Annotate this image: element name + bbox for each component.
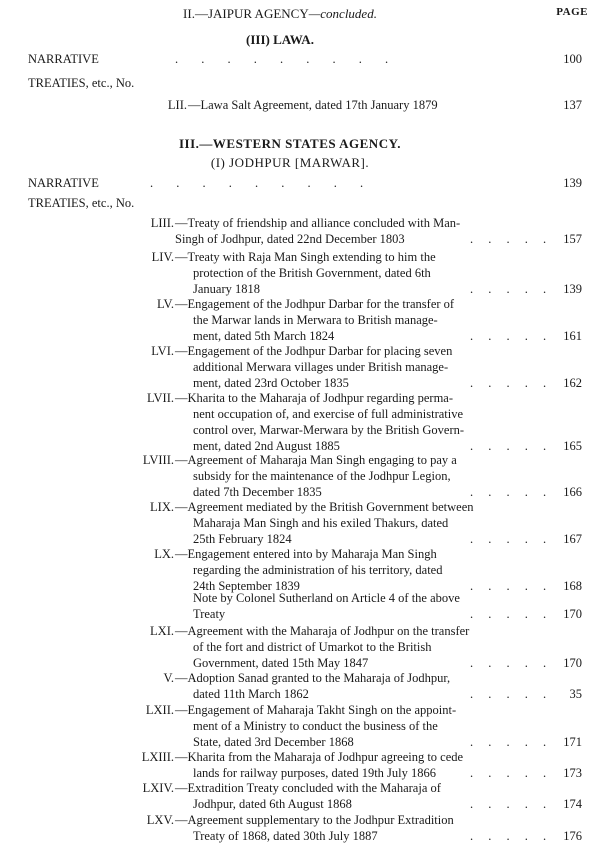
treaty-number: LII. — [167, 98, 187, 112]
treaty-text-line: subsidy for the maintenance of the Jodhpur Legion, — [193, 469, 451, 483]
treaty-number: LXV. — [146, 813, 174, 827]
treaty-page-number: 161 — [563, 329, 582, 343]
treaty-number: LX. — [154, 547, 174, 561]
treaty-number: LVI. — [151, 344, 174, 358]
running-suffix: —concluded. — [308, 6, 377, 21]
treaty-text-line: —Engagement of Maharaja Takht Singh on the appoint- — [175, 703, 457, 717]
treaty-text-line: additional Merwara villages under British manage- — [193, 360, 449, 374]
leader-dots: . . . . . — [470, 656, 553, 670]
leader-dots: . . . . . — [470, 579, 553, 593]
treaty-text-line: 25th February 1824 — [193, 532, 292, 546]
treaty-number: LXIII. — [141, 750, 174, 764]
treaty-number: LV. — [156, 297, 174, 311]
section-title-lawa: (III) LAWA. — [246, 32, 314, 47]
treaty-text-line: of the fort and district of Umarkot to the British — [193, 640, 432, 654]
leader-dots: . . . . . — [470, 687, 553, 701]
treaty-number: LIII. — [150, 216, 174, 230]
running-header — [0, 6, 580, 22]
treaty-text-line: —Agreement supplementary to the Jodhpur Extradition — [175, 813, 454, 827]
treaty-page-number: 170 — [563, 607, 582, 621]
treaty-text-line: ment, dated 5th March 1824 — [193, 329, 335, 343]
treaty-page-number: 173 — [563, 766, 582, 780]
treaty-number: V. — [163, 671, 174, 685]
treaty-page-number: 171 — [563, 735, 582, 749]
treaty-number: LIV. — [151, 250, 174, 264]
treaty-page-number: 139 — [563, 282, 582, 296]
running-title: II.—JAIPUR AGENCY — [183, 6, 309, 21]
treaty-number: LVIII. — [142, 453, 174, 467]
leader-dots: . . . . . — [470, 829, 553, 843]
treaty-text-line: —Kharita to the Maharaja of Jodhpur regarding perma- — [175, 391, 454, 405]
treaty-number: LIX. — [150, 500, 174, 514]
treaty-text-line: —Adoption Sanad granted to the Maharaja of Jodhpur, — [175, 671, 451, 685]
treaty-text-line: dated 11th March 1862 — [193, 687, 309, 701]
treaty-text-line: ment, dated 23rd October 1835 — [193, 376, 349, 390]
treaty-text-line: 24th September 1839 — [193, 579, 300, 593]
leader-dots: . . . . . — [470, 532, 553, 546]
treaty-text-line: —Engagement entered into by Maharaja Man Singh — [175, 547, 437, 561]
treaty-text-line: —Treaty with Raja Man Singh extending to him the — [175, 250, 436, 264]
treaty-text-line: —Treaty of friendship and alliance concluded with Man- — [175, 216, 461, 230]
leader-dots: . . . . . — [470, 439, 553, 453]
treaty-number: LXI. — [150, 624, 174, 638]
treaty-text-line: January 1818 — [193, 282, 260, 296]
leader-dots: . . . . . . . . . — [175, 52, 399, 66]
leader-dots: . . . . . — [470, 232, 553, 246]
treaty-number: LXIV. — [142, 781, 174, 795]
treaty-page-number: 137 — [563, 98, 582, 112]
treaty-text-line: State, dated 3rd December 1868 — [193, 735, 354, 749]
treaty-number: LXII. — [145, 703, 174, 717]
treaty-text-line: Government, dated 15th May 1847 — [193, 656, 369, 670]
section-title-western: III.—WESTERN STATES AGENCY. — [178, 136, 402, 151]
treaty-text-line: —Agreement mediated by the British Government between — [175, 500, 474, 514]
section-subtitle-jodhpur: (I) JODHPUR [MARWAR]. — [210, 155, 370, 170]
treaty-page-number: 170 — [563, 656, 582, 670]
lawa-treaties-label: TREATIES, etc., No. — [28, 76, 135, 90]
treaty-text-line: Treaty — [193, 607, 226, 621]
treaty-text-line: —Engagement of the Jodhpur Darbar for placing seven — [175, 344, 453, 358]
treaty-text-line: —Agreement with the Maharaja of Jodhpur on the transfer — [175, 624, 470, 638]
treaty-text-line: ment of a Ministry to conduct the business of the — [193, 719, 438, 733]
treaty-page-number: 166 — [563, 485, 582, 499]
leader-dots: . . . . . — [470, 607, 553, 621]
treaty-text-line: —Lawa Salt Agreement, dated 17th January 1879 — [188, 98, 438, 112]
treaty-text-line: ment, dated 2nd August 1885 — [193, 439, 340, 453]
treaty-text-line: regarding the administration of his territory, dated — [193, 563, 443, 577]
western-narrative-page: 139 — [563, 176, 582, 190]
treaty-text-line: Treaty of 1868, dated 30th July 1887 — [193, 829, 378, 843]
treaty-text-line: —Engagement of the Jodhpur Darbar for the transfer of — [175, 297, 455, 311]
leader-dots: . . . . . — [470, 735, 553, 749]
leader-dots: . . . . . — [470, 282, 553, 296]
leader-dots: . . . . . — [470, 376, 553, 390]
page-column-label: PAGE — [556, 6, 588, 18]
treaty-text-line: Note by Colonel Sutherland on Article 4 of the above — [193, 591, 460, 605]
leader-dots: . . . . . . . . . — [150, 176, 374, 190]
treaty-text-line: Jodhpur, dated 6th August 1868 — [193, 797, 352, 811]
treaty-text-line: Singh of Jodhpur, dated 22nd December 1803 — [175, 232, 405, 246]
treaty-text-line: the Marwar lands in Merwara to British manage- — [193, 313, 438, 327]
lawa-narrative-label: NARRATIVE — [28, 52, 99, 66]
lawa-narrative-page: 100 — [563, 52, 582, 66]
treaty-page-number: 174 — [563, 797, 582, 811]
treaty-text-line: Maharaja Man Singh and his exiled Thakurs, dated — [193, 516, 449, 530]
western-narrative-label: NARRATIVE — [28, 176, 99, 190]
treaty-page-number: 157 — [563, 232, 582, 246]
leader-dots: . . . . . — [470, 797, 553, 811]
leader-dots: . . . . . — [470, 329, 553, 343]
treaty-page-number: 176 — [563, 829, 582, 843]
treaty-text-line: —Kharita from the Maharaja of Jodhpur agreeing to cede — [175, 750, 464, 764]
treaty-number: LVII. — [147, 391, 174, 405]
treaty-page-number: 168 — [563, 579, 582, 593]
western-treaties-label: TREATIES, etc., No. — [28, 196, 135, 210]
treaty-text-line: dated 7th December 1835 — [193, 485, 322, 499]
treaty-text-line: control over, Marwar-Merwara by the British Govern- — [193, 423, 465, 437]
treaty-text-line: —Extradition Treaty concluded with the Maharaja of — [175, 781, 441, 795]
treaty-page-number: 35 — [569, 687, 582, 701]
treaty-text-line: protection of the British Government, dated 6th — [193, 266, 431, 280]
treaty-page-number: 167 — [563, 532, 582, 546]
treaty-text-line: lands for railway purposes, dated 19th July 1866 — [193, 766, 437, 780]
treaty-text-line: nent occupation of, and exercise of full administrative — [193, 407, 464, 421]
leader-dots: . . . . . — [470, 766, 553, 780]
leader-dots: . . . . . — [470, 485, 553, 499]
treaty-page-number: 165 — [563, 439, 582, 453]
treaty-page-number: 162 — [563, 376, 582, 390]
treaty-text-line: —Agreement of Maharaja Man Singh engaging to pay a — [175, 453, 457, 467]
